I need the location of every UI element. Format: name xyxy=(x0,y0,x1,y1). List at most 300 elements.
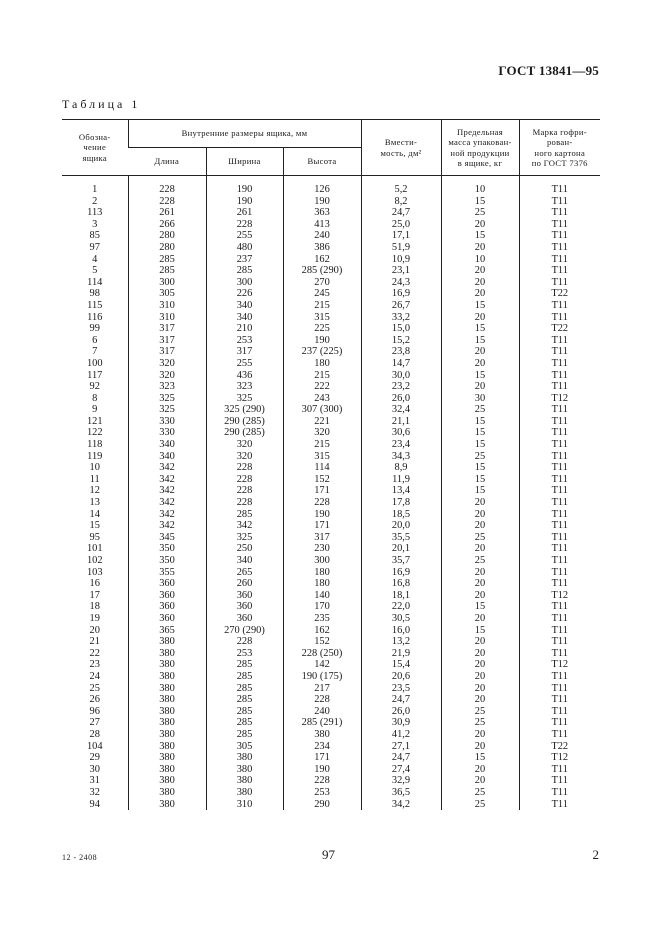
cell-max-mass: 15 xyxy=(441,462,519,474)
cell-max-mass: 20 xyxy=(441,509,519,521)
cell-height: 215 xyxy=(283,300,361,312)
table-row xyxy=(62,277,600,289)
cell-height: 171 xyxy=(283,752,361,764)
cell-grade: Т11 xyxy=(519,613,600,625)
cell-max-mass: 30 xyxy=(441,393,519,405)
cell-height: 114 xyxy=(283,462,361,474)
cell-height: 222 xyxy=(283,381,361,393)
cell-designation: 23 xyxy=(89,659,100,671)
cell-height: 142 xyxy=(283,659,361,671)
table-row xyxy=(62,636,600,648)
cell-grade: Т11 xyxy=(519,567,600,579)
table-row xyxy=(62,207,600,219)
cell-width: 305 xyxy=(206,741,283,753)
cell-height: 180 xyxy=(283,578,361,590)
cell-max-mass: 20 xyxy=(441,729,519,741)
cell-capacity: 30,5 xyxy=(361,613,441,625)
cell-length: 342 xyxy=(128,497,206,509)
cell-length: 340 xyxy=(128,451,206,463)
cell-width: 228 xyxy=(206,497,283,509)
cell-max-mass: 25 xyxy=(441,532,519,544)
cell-length: 280 xyxy=(128,230,206,242)
cell-width: 285 xyxy=(206,706,283,718)
cell-max-mass: 20 xyxy=(441,277,519,289)
cell-designation: 12 xyxy=(89,485,100,497)
cell-height: 190 xyxy=(283,196,361,208)
cell-grade: Т11 xyxy=(519,381,600,393)
cell-height: 215 xyxy=(283,439,361,451)
cell-height: 221 xyxy=(283,416,361,428)
cell-length: 380 xyxy=(128,787,206,799)
cell-max-mass: 20 xyxy=(441,219,519,231)
cell-length: 380 xyxy=(128,683,206,695)
cell-max-mass: 15 xyxy=(441,416,519,428)
cell-width: 250 xyxy=(206,543,283,555)
cell-max-mass: 20 xyxy=(441,242,519,254)
cell-capacity: 21,1 xyxy=(361,416,441,428)
table-row xyxy=(62,462,600,474)
cell-length: 317 xyxy=(128,323,206,335)
cell-height: 228 xyxy=(283,694,361,706)
cell-length: 323 xyxy=(128,381,206,393)
cell-width: 360 xyxy=(206,601,283,613)
cell-length: 310 xyxy=(128,312,206,324)
cell-grade: Т11 xyxy=(519,787,600,799)
cell-length: 350 xyxy=(128,543,206,555)
cell-grade: Т11 xyxy=(519,601,600,613)
cell-grade: Т11 xyxy=(519,196,600,208)
table-row xyxy=(62,798,600,810)
cell-width: 190 xyxy=(206,184,283,196)
cell-designation: 114 xyxy=(87,276,103,288)
cell-capacity: 24,7 xyxy=(361,207,441,219)
cell-capacity: 17,8 xyxy=(361,497,441,509)
cell-width: 360 xyxy=(206,590,283,602)
cell-grade: Т11 xyxy=(519,764,600,776)
cell-length: 330 xyxy=(128,427,206,439)
cell-length: 380 xyxy=(128,729,206,741)
cell-max-mass: 20 xyxy=(441,288,519,300)
cell-designation: 115 xyxy=(87,299,103,311)
cell-grade: Т11 xyxy=(519,706,600,718)
cell-grade: Т11 xyxy=(519,277,600,289)
cell-capacity: 26,0 xyxy=(361,393,441,405)
cell-grade: Т11 xyxy=(519,509,600,521)
cell-grade: Т11 xyxy=(519,729,600,741)
cell-grade: Т11 xyxy=(519,474,600,486)
table-row xyxy=(62,439,600,451)
cell-height: 240 xyxy=(283,706,361,718)
cell-grade: Т11 xyxy=(519,219,600,231)
cell-max-mass: 25 xyxy=(441,451,519,463)
cell-height: 162 xyxy=(283,254,361,266)
cell-length: 228 xyxy=(128,196,206,208)
cell-capacity: 14,7 xyxy=(361,358,441,370)
cell-capacity: 41,2 xyxy=(361,729,441,741)
cell-width: 210 xyxy=(206,323,283,335)
table-row xyxy=(62,532,600,544)
cell-width: 325 (290) xyxy=(206,404,283,416)
cell-grade: Т11 xyxy=(519,625,600,637)
cell-width: 260 xyxy=(206,578,283,590)
cell-max-mass: 10 xyxy=(441,184,519,196)
cell-height: 228 (250) xyxy=(283,648,361,660)
cell-length: 380 xyxy=(128,636,206,648)
cell-width: 325 xyxy=(206,393,283,405)
cell-height: 217 xyxy=(283,683,361,695)
cell-capacity: 13,4 xyxy=(361,485,441,497)
cell-max-mass: 15 xyxy=(441,485,519,497)
cell-length: 317 xyxy=(128,335,206,347)
cell-length: 380 xyxy=(128,798,206,810)
cell-max-mass: 25 xyxy=(441,787,519,799)
cell-height: 140 xyxy=(283,590,361,602)
cell-designation: 17 xyxy=(89,589,100,601)
box-dimensions-table xyxy=(62,119,600,835)
cell-height: 380 xyxy=(283,729,361,741)
cell-length: 228 xyxy=(128,184,206,196)
cell-height: 215 xyxy=(283,370,361,382)
table-title: Таблица 1 xyxy=(62,97,141,111)
cell-designation: 100 xyxy=(86,357,103,369)
cell-height: 190 (175) xyxy=(283,671,361,683)
cell-width: 360 xyxy=(206,613,283,625)
cell-grade: Т11 xyxy=(519,265,600,277)
cell-width: 323 xyxy=(206,381,283,393)
cell-capacity: 51,9 xyxy=(361,242,441,254)
table-row xyxy=(62,416,600,428)
cell-height: 285 (291) xyxy=(283,717,361,729)
cell-capacity: 8,9 xyxy=(361,462,441,474)
cell-height: 235 xyxy=(283,613,361,625)
table-body xyxy=(62,176,600,811)
cell-max-mass: 20 xyxy=(441,694,519,706)
cell-width: 285 xyxy=(206,717,283,729)
cell-max-mass: 15 xyxy=(441,474,519,486)
cell-max-mass: 20 xyxy=(441,671,519,683)
cell-designation: 25 xyxy=(89,682,100,694)
cell-width: 380 xyxy=(206,775,283,787)
cell-designation: 5 xyxy=(92,265,98,277)
cell-length: 325 xyxy=(128,393,206,405)
table-row xyxy=(62,497,600,509)
cell-length: 360 xyxy=(128,601,206,613)
cell-width: 285 xyxy=(206,509,283,521)
table-row xyxy=(62,335,600,347)
cell-width: 228 xyxy=(206,636,283,648)
cell-width: 285 xyxy=(206,729,283,741)
cell-capacity: 20,6 xyxy=(361,671,441,683)
table-row xyxy=(62,648,600,660)
cell-designation: 20 xyxy=(89,624,100,636)
table-row xyxy=(62,300,600,312)
cell-capacity: 15,2 xyxy=(361,335,441,347)
cell-designation: 3 xyxy=(92,218,98,230)
cell-grade: Т11 xyxy=(519,230,600,242)
cell-designation: 11 xyxy=(89,473,100,485)
cell-width: 290 (285) xyxy=(206,427,283,439)
col-header-height: Высота xyxy=(283,148,361,176)
cell-designation: 15 xyxy=(89,520,100,532)
cell-max-mass: 20 xyxy=(441,775,519,787)
cell-width: 190 xyxy=(206,196,283,208)
cell-width: 270 (290) xyxy=(206,625,283,637)
cell-max-mass: 20 xyxy=(441,636,519,648)
cell-designation: 118 xyxy=(87,439,103,451)
cell-capacity: 27,1 xyxy=(361,741,441,753)
cell-max-mass: 15 xyxy=(441,335,519,347)
cell-height: 245 xyxy=(283,288,361,300)
cell-grade: Т12 xyxy=(519,659,600,671)
cell-designation: 104 xyxy=(86,740,103,752)
cell-max-mass: 20 xyxy=(441,659,519,671)
print-code: 12 - 2408 xyxy=(62,853,98,862)
cell-height: 180 xyxy=(283,567,361,579)
table-row xyxy=(62,671,600,683)
cell-height: 315 xyxy=(283,312,361,324)
table-row xyxy=(62,694,600,706)
table-row xyxy=(62,427,600,439)
cell-width: 480 xyxy=(206,242,283,254)
table-row xyxy=(62,613,600,625)
cell-height: 243 xyxy=(283,393,361,405)
cell-length: 365 xyxy=(128,625,206,637)
cell-designation: 1 xyxy=(92,184,98,195)
cell-height: 386 xyxy=(283,242,361,254)
table-row xyxy=(62,323,600,335)
table-row xyxy=(62,509,600,521)
table-row xyxy=(62,393,600,405)
cell-length: 266 xyxy=(128,219,206,231)
cell-width: 320 xyxy=(206,439,283,451)
table-row xyxy=(62,775,600,787)
cell-length: 330 xyxy=(128,416,206,428)
cell-height: 170 xyxy=(283,601,361,613)
table-row xyxy=(62,520,600,532)
cell-grade: Т11 xyxy=(519,717,600,729)
table-row xyxy=(62,346,600,358)
cell-designation: 31 xyxy=(89,775,100,787)
table-row xyxy=(62,219,600,231)
cell-height: 162 xyxy=(283,625,361,637)
cell-height: 152 xyxy=(283,636,361,648)
cell-height: 253 xyxy=(283,787,361,799)
cell-max-mass: 25 xyxy=(441,404,519,416)
cell-height: 320 xyxy=(283,427,361,439)
cell-length: 380 xyxy=(128,775,206,787)
cell-width: 228 xyxy=(206,485,283,497)
cell-height: 240 xyxy=(283,230,361,242)
cell-capacity: 30,0 xyxy=(361,370,441,382)
cell-length: 380 xyxy=(128,741,206,753)
table-row xyxy=(62,288,600,300)
cell-capacity: 21,9 xyxy=(361,648,441,660)
col-header-capacity: Вмести- мость, дм² xyxy=(361,120,441,176)
cell-max-mass: 15 xyxy=(441,323,519,335)
cell-height: 152 xyxy=(283,474,361,486)
table-spacer-row xyxy=(62,176,600,185)
cell-length: 360 xyxy=(128,590,206,602)
cell-grade: Т11 xyxy=(519,648,600,660)
table-row xyxy=(62,404,600,416)
cell-designation: 10 xyxy=(89,462,100,474)
table-row xyxy=(62,752,600,764)
cell-capacity: 23,5 xyxy=(361,683,441,695)
cell-grade: Т22 xyxy=(519,323,600,335)
cell-grade: Т12 xyxy=(519,393,600,405)
cell-max-mass: 25 xyxy=(441,207,519,219)
cell-designation: 21 xyxy=(89,636,100,648)
cell-capacity: 8,2 xyxy=(361,196,441,208)
cell-length: 360 xyxy=(128,578,206,590)
cell-grade: Т22 xyxy=(519,288,600,300)
standard-code: ГОСТ 13841—95 xyxy=(498,63,599,78)
cell-length: 380 xyxy=(128,694,206,706)
cell-grade: Т11 xyxy=(519,439,600,451)
cell-grade: Т11 xyxy=(519,555,600,567)
cell-width: 261 xyxy=(206,207,283,219)
table-row xyxy=(62,706,600,718)
cell-length: 380 xyxy=(128,717,206,729)
table-row xyxy=(62,683,600,695)
col-header-length: Длина xyxy=(128,148,206,176)
table-row xyxy=(62,230,600,242)
cell-designation: 101 xyxy=(86,543,103,555)
cell-designation: 94 xyxy=(89,798,100,810)
cell-length: 380 xyxy=(128,659,206,671)
table-row xyxy=(62,543,600,555)
cell-grade: Т11 xyxy=(519,636,600,648)
cell-length: 345 xyxy=(128,532,206,544)
cell-grade: Т11 xyxy=(519,451,600,463)
cell-grade: Т22 xyxy=(519,741,600,753)
cell-width: 237 xyxy=(206,254,283,266)
cell-length: 342 xyxy=(128,520,206,532)
cell-height: 126 xyxy=(283,184,361,196)
table-row xyxy=(62,659,600,671)
cell-max-mass: 20 xyxy=(441,613,519,625)
table-row xyxy=(62,764,600,776)
table-row xyxy=(62,474,600,486)
cell-height: 180 xyxy=(283,358,361,370)
cell-length: 310 xyxy=(128,300,206,312)
cell-designation: 102 xyxy=(86,555,103,566)
table-row xyxy=(62,787,600,799)
cell-max-mass: 15 xyxy=(441,427,519,439)
cell-width: 300 xyxy=(206,277,283,289)
cell-designation: 85 xyxy=(89,230,100,242)
cell-designation: 113 xyxy=(87,207,103,219)
sheet-number: 2 xyxy=(592,847,599,862)
table-row xyxy=(62,184,600,196)
cell-width: 253 xyxy=(206,335,283,347)
table-row xyxy=(62,567,600,579)
cell-grade: Т11 xyxy=(519,427,600,439)
cell-width: 285 xyxy=(206,265,283,277)
cell-capacity: 22,0 xyxy=(361,601,441,613)
cell-height: 413 xyxy=(283,219,361,231)
cell-max-mass: 15 xyxy=(441,601,519,613)
cell-designation: 95 xyxy=(89,531,100,543)
col-header-cardboard-grade: Марка гофри- рован- ного картона по ГОСТ 7376 xyxy=(519,120,600,176)
cell-max-mass: 15 xyxy=(441,370,519,382)
cell-grade: Т11 xyxy=(519,404,600,416)
cell-length: 360 xyxy=(128,613,206,625)
cell-max-mass: 20 xyxy=(441,381,519,393)
cell-designation: 117 xyxy=(87,369,103,381)
cell-designation: 24 xyxy=(89,670,100,682)
cell-length: 300 xyxy=(128,277,206,289)
col-header-width: Ширина xyxy=(206,148,283,176)
cell-length: 317 xyxy=(128,346,206,358)
cell-grade: Т12 xyxy=(519,590,600,602)
cell-length: 380 xyxy=(128,648,206,660)
cell-max-mass: 15 xyxy=(441,300,519,312)
cell-capacity: 24,7 xyxy=(361,752,441,764)
cell-max-mass: 20 xyxy=(441,741,519,753)
cell-width: 285 xyxy=(206,671,283,683)
cell-height: 315 xyxy=(283,451,361,463)
cell-length: 285 xyxy=(128,254,206,266)
cell-capacity: 23,8 xyxy=(361,346,441,358)
cell-length: 355 xyxy=(128,567,206,579)
cell-grade: Т11 xyxy=(519,543,600,555)
cell-width: 380 xyxy=(206,764,283,776)
cell-capacity: 36,5 xyxy=(361,787,441,799)
cell-max-mass: 20 xyxy=(441,312,519,324)
cell-capacity: 34,2 xyxy=(361,798,441,810)
cell-designation: 4 xyxy=(92,253,98,265)
cell-height: 234 xyxy=(283,741,361,753)
cell-length: 340 xyxy=(128,439,206,451)
cell-max-mass: 20 xyxy=(441,358,519,370)
cell-max-mass: 15 xyxy=(441,625,519,637)
cell-max-mass: 20 xyxy=(441,764,519,776)
cell-capacity: 35,5 xyxy=(361,532,441,544)
cell-grade: Т11 xyxy=(519,312,600,324)
cell-capacity: 15,0 xyxy=(361,323,441,335)
cell-capacity: 23,4 xyxy=(361,439,441,451)
cell-max-mass: 20 xyxy=(441,648,519,660)
table-row xyxy=(62,625,600,637)
cell-capacity: 24,3 xyxy=(361,277,441,289)
table-row xyxy=(62,555,600,567)
cell-length: 342 xyxy=(128,509,206,521)
cell-designation: 98 xyxy=(89,288,100,300)
cell-grade: Т11 xyxy=(519,532,600,544)
cell-capacity: 16,9 xyxy=(361,567,441,579)
cell-capacity: 16,0 xyxy=(361,625,441,637)
cell-length: 261 xyxy=(128,207,206,219)
cell-designation: 119 xyxy=(87,450,103,462)
cell-designation: 116 xyxy=(87,311,103,323)
cell-length: 320 xyxy=(128,358,206,370)
cell-width: 380 xyxy=(206,787,283,799)
cell-grade: Т11 xyxy=(519,370,600,382)
cell-width: 228 xyxy=(206,462,283,474)
cell-width: 325 xyxy=(206,532,283,544)
cell-max-mass: 25 xyxy=(441,798,519,810)
cell-length: 380 xyxy=(128,706,206,718)
cell-length: 342 xyxy=(128,485,206,497)
cell-designation: 2 xyxy=(92,195,98,207)
cell-capacity: 30,9 xyxy=(361,717,441,729)
cell-max-mass: 20 xyxy=(441,520,519,532)
cell-capacity: 24,7 xyxy=(361,694,441,706)
cell-capacity: 25,0 xyxy=(361,219,441,231)
cell-capacity: 26,7 xyxy=(361,300,441,312)
cell-height: 363 xyxy=(283,207,361,219)
